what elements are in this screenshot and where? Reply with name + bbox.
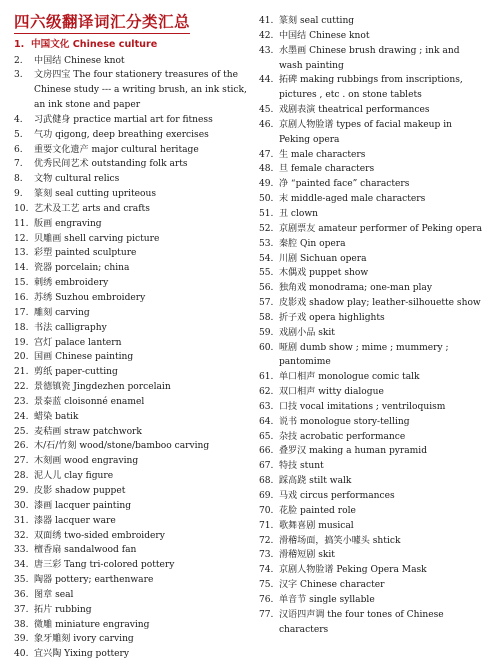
entry-number: 55. (258, 268, 274, 279)
entry-number: 22. (14, 382, 29, 393)
entry-number: 51. (258, 208, 274, 219)
entry-text: 宜兴陶 Yixing pottery (34, 649, 130, 660)
entry-number: 73. (258, 550, 274, 561)
vocab-entry (259, 207, 486, 222)
entry-number: 43. (258, 45, 274, 56)
entry-number: 5. (14, 129, 23, 140)
entry-text: 贝雕画 shell carving picture (34, 233, 160, 244)
section-number: 1. (14, 39, 25, 50)
entry-number: 69. (258, 491, 274, 501)
vocab-entry (14, 618, 247, 633)
entry-number: 72. (258, 535, 274, 546)
vocab-entry (259, 326, 486, 341)
vocab-entry (259, 118, 486, 148)
entry-text: 戏剧表演 theatrical performances (278, 105, 430, 116)
entry-text: 苏绣 Suzhou embroidery (34, 293, 146, 303)
vocab-entry (14, 321, 247, 336)
entry-number: 19. (14, 337, 29, 348)
vocab-entry (259, 281, 486, 296)
entry-text: 木刻画 wood engraving (34, 456, 139, 467)
vocab-entry (259, 73, 486, 103)
entry-text: 拓碑 making rubbings from inscriptions, pictures , etc . on stone tablets (278, 75, 463, 101)
vocab-entry (14, 217, 247, 232)
vocab-entry (14, 558, 247, 573)
entry-text: 川剧 Sichuan opera (278, 253, 367, 264)
entry-text: 拓片 rubbing (34, 604, 92, 615)
entry-number: 10. (14, 203, 29, 214)
entry-number: 40. (14, 649, 29, 660)
entry-text: 象牙雕刻 ivory carving (34, 634, 134, 645)
entry-text: 滑稽场面，搞笑小噱头 shtick (278, 535, 401, 546)
entry-number: 26. (14, 441, 29, 452)
vocab-entry (14, 172, 247, 187)
entry-text: 叠罗汉 making a human pyramid (278, 446, 428, 457)
entry-text: 篆刻 seal cutting (278, 16, 355, 26)
vocab-entry (14, 202, 247, 217)
vocab-entry (14, 484, 247, 499)
vocab-entry (259, 14, 486, 29)
vocab-entry (259, 162, 486, 177)
entry-number: 4. (14, 114, 23, 125)
entry-number: 47. (258, 149, 274, 160)
entry-text: 艺术及工艺 arts and crafts (34, 203, 150, 214)
entry-number: 36. (14, 589, 29, 600)
entry-text: 漆画 lacquer painting (34, 500, 132, 511)
entry-text: 蜡染 batik (34, 411, 79, 422)
vocab-entry (14, 306, 247, 321)
entry-number: 46. (258, 119, 274, 130)
entry-number: 17. (14, 307, 29, 318)
entry-number: 53. (258, 238, 274, 249)
vocab-entry (259, 237, 486, 252)
vocab-entry (259, 192, 486, 207)
entry-text: 唐三彩 Tang tri-colored pottery (34, 560, 175, 571)
entry-number: 66. (258, 446, 274, 457)
entry-number: 7. (14, 159, 23, 170)
entry-number: 35. (14, 575, 29, 586)
vocab-entry (259, 385, 486, 400)
vocab-entry (259, 311, 486, 326)
entry-number: 20. (14, 352, 29, 363)
entry-text: 单音节 single syllable (278, 594, 375, 605)
entry-text: 中国结 Chinese knot (278, 30, 370, 41)
left-column (14, 38, 247, 662)
entry-number: 48. (258, 164, 274, 175)
vocab-entry (259, 474, 486, 489)
entry-text: 剪纸 paper-cutting (34, 367, 118, 378)
vocab-entry (14, 410, 247, 425)
entry-text: 气功 qigong, deep breathing exercises (34, 129, 209, 140)
vocab-entry (259, 548, 486, 563)
entry-text: 京剧人物脸谱 types of facial makeup in Peking opera (278, 119, 452, 145)
vocab-entry (14, 469, 247, 484)
entry-text: 独角戏 monodrama; one-man play (278, 283, 432, 294)
vocab-entry (259, 534, 486, 549)
entry-number: 34. (14, 560, 29, 571)
vocab-entry (14, 632, 247, 647)
entry-text: 雕刻 carving (34, 307, 90, 318)
vocab-entry (259, 519, 486, 534)
vocab-entry (259, 44, 486, 74)
vocab-entry (14, 246, 247, 261)
entry-number: 49. (258, 179, 274, 190)
entry-text: 末 middle-aged male characters (278, 194, 426, 205)
vocab-entry (259, 103, 486, 118)
entry-number: 68. (258, 476, 274, 487)
entry-number: 70. (258, 505, 274, 516)
entry-number: 42. (258, 30, 274, 41)
entry-text: 木偶戏 puppet show (278, 268, 369, 279)
vocab-entry (14, 232, 247, 247)
entry-text: 哑剧 dumb show ; mime ; mummery ; pantomime (278, 342, 449, 368)
entry-number: 23. (14, 396, 29, 407)
entry-text: 宫灯 palace lantern (34, 337, 122, 348)
entry-text: 国画 Chinese painting (34, 352, 134, 363)
entry-number: 31. (14, 515, 29, 526)
entry-number: 12. (14, 233, 29, 244)
vocab-entry (259, 608, 486, 638)
vocab-entry (14, 187, 247, 202)
entry-number: 63. (258, 401, 274, 412)
vocab-entry (14, 54, 247, 69)
entry-text: 景泰蓝 cloisonné enamel (34, 396, 145, 407)
entry-number: 18. (14, 322, 29, 333)
entry-number: 56. (258, 283, 274, 294)
entry-text: 单口相声 monologue comic talk (278, 372, 420, 383)
entry-number: 2. (14, 55, 23, 66)
entry-number: 38. (14, 619, 29, 630)
vocab-entry (14, 425, 247, 440)
entry-text: 麦秸画 straw patchwork (34, 426, 142, 437)
entry-number: 25. (14, 426, 29, 437)
vocab-entry (259, 578, 486, 593)
vocab-entry (259, 266, 486, 281)
entry-text: 特技 stunt (278, 461, 324, 472)
vocab-entry (259, 29, 486, 44)
section-heading (14, 38, 247, 53)
vocab-entry (259, 400, 486, 415)
entry-text: 京剧票友 amateur performer of Peking opera (278, 223, 483, 234)
vocab-entry (14, 529, 247, 544)
vocab-entry (259, 415, 486, 430)
entry-number: 75. (258, 580, 274, 591)
entry-text: 彩塑 painted sculpture (34, 248, 137, 259)
vocab-entry (259, 222, 486, 237)
vocab-entry (259, 444, 486, 459)
vocab-entry (259, 489, 486, 504)
vocab-entry (259, 430, 486, 445)
entry-number: 45. (258, 105, 274, 116)
entry-text: 丑 clown (278, 208, 319, 219)
vocab-entry (14, 499, 247, 514)
vocab-entry (14, 543, 247, 558)
entry-number: 67. (258, 461, 274, 472)
entry-text: 净 “painted face” characters (278, 179, 410, 190)
entry-number: 54. (258, 253, 274, 264)
entry-number: 33. (14, 545, 29, 556)
entry-number: 52. (258, 223, 274, 234)
entry-text: 檀香扇 sandalwood fan (34, 545, 137, 556)
vocab-entry (259, 296, 486, 311)
entry-text: 折子戏 opera highlights (278, 312, 385, 323)
entry-number: 50. (258, 194, 274, 205)
vocab-entry (14, 261, 247, 276)
vocab-entry (259, 370, 486, 385)
entry-text: 瓷器 porcelain; china (34, 263, 130, 274)
page-title: 四六级翻译词汇分类汇总 (14, 10, 190, 34)
vocab-entry (259, 563, 486, 578)
entry-number: 30. (14, 500, 29, 511)
entry-number: 14. (14, 263, 29, 274)
entry-text: 文物 cultural relics (34, 174, 120, 185)
entry-number: 13. (14, 248, 29, 259)
vocab-entry (14, 588, 247, 603)
vocab-entry (259, 593, 486, 608)
entry-number: 9. (14, 189, 23, 200)
entry-text: 篆刻 seal cutting upriteous (34, 189, 157, 200)
entry-number: 28. (14, 471, 29, 482)
entry-text: 说书 monologue story-telling (278, 416, 410, 427)
entry-number: 24. (14, 411, 29, 422)
entry-number: 27. (14, 456, 29, 467)
entry-number: 62. (258, 387, 274, 398)
entry-number: 60. (258, 342, 274, 353)
entry-number: 44. (258, 75, 274, 86)
vocab-entry (14, 157, 247, 172)
vocab-entry (14, 647, 247, 662)
entry-number: 65. (258, 431, 274, 442)
entry-number: 32. (14, 530, 29, 541)
vocab-entry (259, 148, 486, 163)
vocab-entry (259, 177, 486, 192)
entry-text: 习武健身 practice martial art for fitness (34, 114, 213, 125)
entry-number: 16. (14, 293, 29, 303)
vocab-entry (14, 395, 247, 410)
entry-number: 74. (258, 565, 274, 576)
entry-text: 京剧人物脸谱 Peking Opera Mask (278, 565, 427, 576)
vocab-entry (14, 439, 247, 454)
vocab-entry (14, 573, 247, 588)
entry-number: 3. (14, 70, 23, 81)
vocab-entry (14, 380, 247, 395)
entry-text: 图章 seal (34, 589, 74, 600)
vocab-entry (14, 365, 247, 380)
vocab-entry (259, 504, 486, 519)
entry-text: 秦腔 Qin opera (278, 238, 346, 249)
entry-number: 71. (258, 520, 274, 531)
entry-number: 6. (14, 144, 23, 155)
entry-text: 优秀民间艺术 outstanding folk arts (34, 159, 188, 170)
vocab-entry (14, 603, 247, 618)
entry-text: 刺绣 embroidery (34, 278, 109, 289)
entry-text: 汉字 Chinese character (278, 580, 385, 591)
entry-text: 皮影 shadow puppet (34, 485, 126, 496)
entry-text: 马戏 circus performances (278, 491, 395, 501)
entry-text: 双口相声 witty dialogue (278, 387, 384, 398)
vocab-entry (14, 128, 247, 143)
entry-text: 中国结 Chinese knot (34, 55, 125, 66)
vocab-entry (14, 68, 247, 113)
entry-text: 踩高跷 stilt walk (278, 476, 352, 487)
entry-number: 11. (14, 218, 29, 229)
entry-text: 花脸 painted role (278, 505, 356, 516)
entry-text: 重要文化遗产 major cultural heritage (34, 144, 199, 155)
vocab-entry (259, 341, 486, 371)
entry-number: 8. (14, 174, 23, 185)
entry-text: 微雕 miniature engraving (34, 619, 150, 630)
vocab-entry (14, 143, 247, 158)
entry-text: 漆器 lacquer ware (34, 515, 116, 526)
entry-text: 木/石/竹刻 wood/stone/bamboo carving (34, 441, 210, 452)
entry-number: 64. (258, 416, 274, 427)
entry-text: 口技 vocal imitations ; ventriloquism (278, 401, 446, 412)
vocab-entry (14, 454, 247, 469)
entry-text: 双面绣 two-sided embroidery (34, 530, 165, 541)
vocab-entry (259, 459, 486, 474)
section-label: 中国文化 Chinese culture (31, 39, 158, 50)
vocab-entry (14, 276, 247, 291)
vocab-entry (14, 113, 247, 128)
entry-number: 76. (258, 594, 274, 605)
entry-number: 59. (258, 327, 274, 338)
entry-text: 戏剧小品 skit (278, 327, 335, 338)
vocab-entry (14, 291, 247, 306)
vocab-entry (259, 252, 486, 267)
entry-number: 37. (14, 604, 29, 615)
entry-text: 皮影戏 shadow play; leather-silhouette show (278, 298, 481, 309)
entry-text: 旦 female characters (278, 164, 375, 175)
entry-text: 景德镇瓷 Jingdezhen porcelain (34, 382, 171, 393)
entry-number: 15. (14, 278, 29, 289)
vocab-entry (14, 514, 247, 529)
entry-text: 陶器 pottery; earthenware (34, 575, 154, 586)
entry-text: 水墨画 Chinese brush drawing ; ink and wash painting (278, 45, 460, 71)
entry-number: 58. (258, 312, 274, 323)
entry-text: 文房四宝 The four stationery treasures of the Chinese study --- a writing brush, an ink stick, an ink stone and paper (34, 70, 247, 111)
entry-text: 汉语四声调 the four tones of Chinese characters (278, 609, 444, 635)
entry-number: 57. (258, 298, 274, 309)
vocab-entry (14, 350, 247, 365)
vocab-entry (14, 336, 247, 351)
entry-text: 滑稽短剧 skit (278, 550, 335, 561)
entry-text: 泥人儿 clay figure (34, 471, 114, 482)
right-column (259, 14, 486, 662)
entry-text: 杂技 acrobatic performance (278, 431, 406, 442)
entry-number: 29. (14, 485, 29, 496)
entry-number: 77. (258, 609, 274, 620)
entry-number: 41. (258, 16, 274, 26)
entry-number: 61. (258, 372, 274, 383)
entry-text: 书法 calligraphy (34, 322, 107, 333)
entry-number: 39. (14, 634, 29, 645)
entry-number: 21. (14, 367, 29, 378)
entry-text: 版画 engraving (34, 218, 102, 229)
entry-text: 歌舞喜剧 musical (278, 520, 354, 531)
entry-text: 生 male characters (278, 149, 366, 160)
